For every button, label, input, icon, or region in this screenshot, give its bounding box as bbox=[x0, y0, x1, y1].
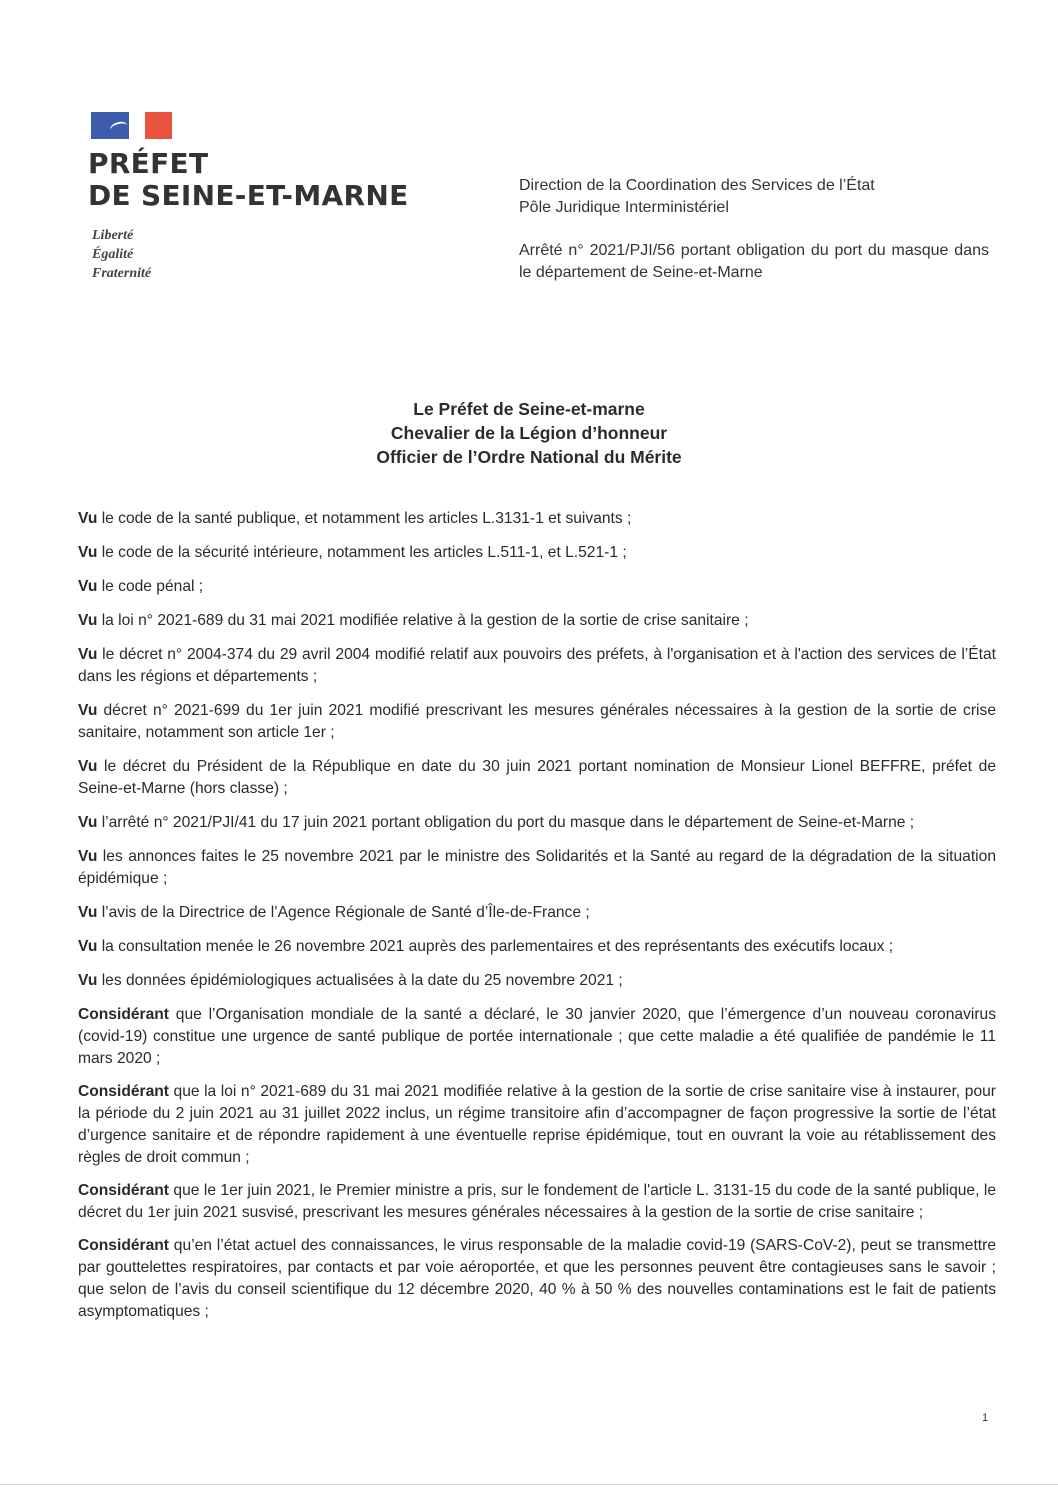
visa-paragraph bbox=[78, 700, 996, 744]
visa-text: les annonces faites le 25 novembre 2021 par le ministre des Solidarités et la Santé au regard de la dégradation de la situation épidémique ; bbox=[78, 848, 996, 887]
scan-page-edge bbox=[0, 1484, 1058, 1485]
document-body bbox=[78, 508, 996, 1334]
service-pole: Pôle Juridique Interministériel bbox=[519, 199, 729, 216]
visa-paragraph bbox=[78, 644, 996, 688]
considerant-keyword: Considérant bbox=[78, 1237, 169, 1254]
visa-keyword: Vu bbox=[78, 758, 98, 775]
visa-keyword: Vu bbox=[78, 904, 98, 921]
arrete-title: Arrêté n° 2021/PJI/56 portant obligation du port du masque dans le département de Seine-et-Marne bbox=[519, 242, 989, 281]
considerant-paragraph bbox=[78, 1081, 996, 1169]
visa-paragraph bbox=[78, 756, 996, 800]
visa-paragraph bbox=[78, 970, 996, 992]
visa-paragraph bbox=[78, 508, 996, 530]
visa-text: le code de la santé publique, et notamment les articles L.3131-1 et suivants ; bbox=[97, 510, 632, 527]
motto-fraternite: Fraternité bbox=[92, 266, 152, 281]
visa-text: l’avis de la Directrice de l’Agence Régionale de Santé d’Île-de-France ; bbox=[97, 904, 590, 921]
prefecture-title bbox=[88, 148, 409, 212]
prefet-line-1: PRÉFET bbox=[88, 147, 209, 180]
considerant-keyword: Considérant bbox=[78, 1083, 169, 1100]
visa-paragraph bbox=[78, 576, 996, 598]
considerant-paragraph bbox=[78, 1235, 996, 1323]
visa-keyword: Vu bbox=[78, 612, 98, 629]
visa-keyword: Vu bbox=[78, 848, 98, 865]
visa-paragraph bbox=[78, 846, 996, 890]
motto-liberte: Liberté bbox=[92, 228, 134, 243]
visa-keyword: Vu bbox=[78, 544, 98, 561]
visa-text: le code pénal ; bbox=[97, 578, 204, 595]
issuer-line-2: Chevalier de la Légion d’honneur bbox=[390, 423, 668, 443]
prefet-line-2: DE SEINE-ET-MARNE bbox=[88, 179, 409, 212]
visa-paragraph bbox=[78, 542, 996, 564]
visa-keyword: Vu bbox=[78, 972, 98, 989]
visa-keyword: Vu bbox=[78, 646, 98, 663]
visa-paragraph bbox=[78, 936, 996, 958]
visa-keyword: Vu bbox=[78, 578, 98, 595]
visa-text: les données épidémiologiques actualisées à la date du 25 novembre 2021 ; bbox=[97, 972, 623, 989]
visa-text: le décret du Président de la République en date du 30 juin 2021 portant nomination de Monsieur Lionel BEFFRE, préfet de Seine-et-Marne (hors classe) ; bbox=[78, 758, 996, 797]
visa-paragraph bbox=[78, 902, 996, 924]
visa-paragraph bbox=[78, 610, 996, 632]
visa-text: le décret n° 2004-374 du 29 avril 2004 modifié relatif aux pouvoirs des préfets, à l'organisation et à l'action des services de l’État dans les régions et départements ; bbox=[78, 646, 996, 685]
service-direction: Direction de la Coordination des Services de l’État bbox=[519, 177, 875, 194]
visa-paragraph bbox=[78, 812, 996, 834]
visa-keyword: Vu bbox=[78, 702, 98, 719]
considerant-keyword: Considérant bbox=[78, 1006, 169, 1023]
visa-text: le code de la sécurité intérieure, notamment les articles L.511-1, et L.521-1 ; bbox=[97, 544, 627, 561]
republic-motto bbox=[92, 226, 151, 283]
considerant-paragraph bbox=[78, 1004, 996, 1070]
considerant-text: que la loi n° 2021-689 du 31 mai 2021 modifiée relative à la gestion de la sortie de crise sanitaire vise à instaurer, pour la période du 2 juin 2021 au 31 juillet 2022 inclus, un régime transitoire afin d’accompagner de façon progressive la sortie de l’état d’urgence sanitaire et de répondre rapidement à une éventuelle reprise épidémique, tout en ouvrant la voie au rétablissement des règles de droit commun ; bbox=[78, 1083, 996, 1166]
visa-keyword: Vu bbox=[78, 510, 98, 527]
considerant-paragraph bbox=[78, 1180, 996, 1224]
visa-keyword: Vu bbox=[78, 814, 98, 831]
issuer-block bbox=[0, 397, 1058, 469]
considerant-text: que le 1er juin 2021, le Premier ministre a pris, sur le fondement de l'article L. 3131-15 du code de la santé publique, le décret du 1er juin 2021 susvisé, prescrivant les mesures générales nécessaires à la gestion de la sortie de crise sanitaire ; bbox=[78, 1182, 996, 1221]
flag-red-band bbox=[145, 112, 172, 139]
considerant-text: qu’en l’état actuel des connaissances, le virus responsable de la maladie covid-19 (SARS-CoV-2), peut se transmettre par gouttelettes respiratoires, par contacts et par voie aéroportée, et que les personnes peuvent être contagieuses sans le savoir ; que selon de l’avis du conseil scientifique du 12 décembre 2020, 40 % à 50 % des nouvelles contaminations est le fait de patients asymptomatiques ; bbox=[78, 1237, 996, 1320]
flag-white-band bbox=[129, 112, 145, 139]
issuer-line-3: Officier de l’Ordre National du Mérite bbox=[376, 447, 682, 467]
considerant-keyword: Considérant bbox=[78, 1182, 169, 1199]
marianne-flag-logo-icon bbox=[88, 110, 178, 142]
issuer-line-1: Le Préfet de Seine-et-marne bbox=[413, 399, 645, 419]
page-number: 1 bbox=[982, 1412, 989, 1424]
motto-egalite: Égalité bbox=[92, 247, 134, 262]
visa-text: la consultation menée le 26 novembre 2021 auprès des parlementaires et des représentants des exécutifs locaux ; bbox=[97, 938, 894, 955]
visa-text: décret n° 2021-699 du 1er juin 2021 modifié prescrivant les mesures générales nécessaires à la gestion de la sortie de crise sanitaire, notamment son article 1er ; bbox=[78, 702, 996, 741]
visa-keyword: Vu bbox=[78, 938, 98, 955]
issuing-service bbox=[519, 175, 875, 219]
visa-text: l’arrêté n° 2021/PJI/41 du 17 juin 2021 portant obligation du port du masque dans le département de Seine-et-Marne ; bbox=[97, 814, 915, 831]
visa-text: la loi n° 2021-689 du 31 mai 2021 modifiée relative à la gestion de la sortie de crise sanitaire ; bbox=[97, 612, 749, 629]
considerant-text: que l’Organisation mondiale de la santé a déclaré, le 30 janvier 2020, que l’émergence d’un nouveau coronavirus (covid-19) constitue une urgence de santé publique de portée internationale ; que cette maladie a été qualifiée de pandémie le 11 mars 2020 ; bbox=[78, 1006, 996, 1067]
